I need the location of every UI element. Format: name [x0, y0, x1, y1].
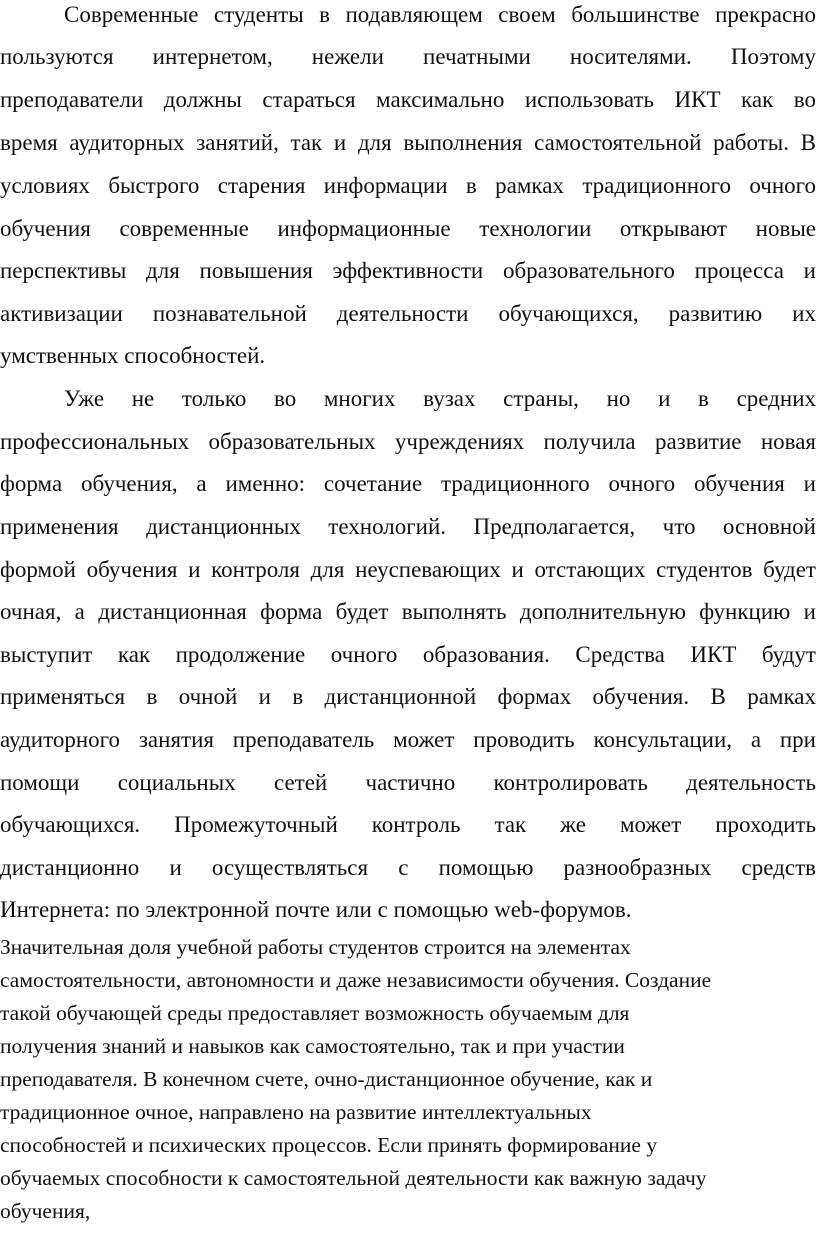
text-line: пользуются интернетом, нежели печатными носителями. Поэтому: [0, 44, 816, 69]
text-line: очная, а дистанционная форма будет выполнять дополнительную функцию и: [0, 599, 816, 624]
text-line: такой обучающей среды предоставляет возможность обучаемым для: [0, 1001, 630, 1025]
text-line: обучения,: [0, 1199, 91, 1223]
text-line: самостоятельности, автономности и даже независимости обучения. Создание: [0, 968, 712, 992]
text-line: обучающихся. Промежуточный контроль так же может проходить: [0, 812, 816, 837]
text-line: помощи социальных сетей частично контролировать деятельность: [0, 770, 816, 795]
text-line: применяться в очной и в дистанционной формах обучения. В рамках: [0, 684, 816, 709]
text-line: Значительная доля учебной работы студентов строится на элементах: [0, 935, 631, 959]
text-line: перспективы для повышения эффективности образовательного процесса и: [0, 258, 816, 283]
text-line: применения дистанционных технологий. Предполагается, что основной: [0, 514, 816, 539]
text-line: аудиторного занятия преподаватель может проводить консультации, а при: [0, 727, 816, 752]
text-line: формой обучения и контроля для неуспевающих и отстающих студентов будет: [0, 557, 816, 582]
text-line: условиях быстрого старения информации в рамках традиционного очного: [0, 173, 816, 198]
text-line: профессиональных образовательных учреждениях получила развитие новая: [0, 429, 816, 454]
text-line: выступит как продолжение очного образования. Средства ИКТ будут: [0, 642, 816, 667]
text-line: получения знаний и навыков как самостоятельно, так и при участии: [0, 1034, 625, 1058]
text-line: традиционное очное, направлено на развитие интеллектуальных: [0, 1100, 592, 1124]
text-line: дистанционно и осуществляться с помощью разнообразных средств: [0, 855, 816, 880]
text-line: активизации познавательной деятельности обучающихся, развитию их: [0, 301, 816, 326]
text-line: время аудиторных занятий, так и для выполнения самостоятельной работы. В: [0, 130, 816, 155]
text-line: Уже не только во многих вузах страны, но и в средних: [64, 386, 816, 411]
text-line: преподавателя. В конечном счете, очно-дистанционное обучение, как и: [0, 1067, 653, 1091]
text-line: способностей и психических процессов. Если принять формирование у: [0, 1133, 658, 1157]
text-line: умственных способностей.: [0, 343, 266, 368]
text-line: Интернета: по электронной почте или с помощью web-форумов.: [0, 897, 632, 922]
text-line: форма обучения, а именно: сочетание традиционного очного обучения и: [0, 471, 816, 496]
text-line: Современные студенты в подавляющем своем большинстве прекрасно: [64, 2, 816, 27]
text-line: обучаемых способности к самостоятельной деятельности как важную задачу: [0, 1166, 707, 1190]
text-line: обучения современные информационные технологии открывают новые: [0, 216, 816, 241]
text-line: преподаватели должны стараться максимально использовать ИКТ как во: [0, 87, 816, 112]
